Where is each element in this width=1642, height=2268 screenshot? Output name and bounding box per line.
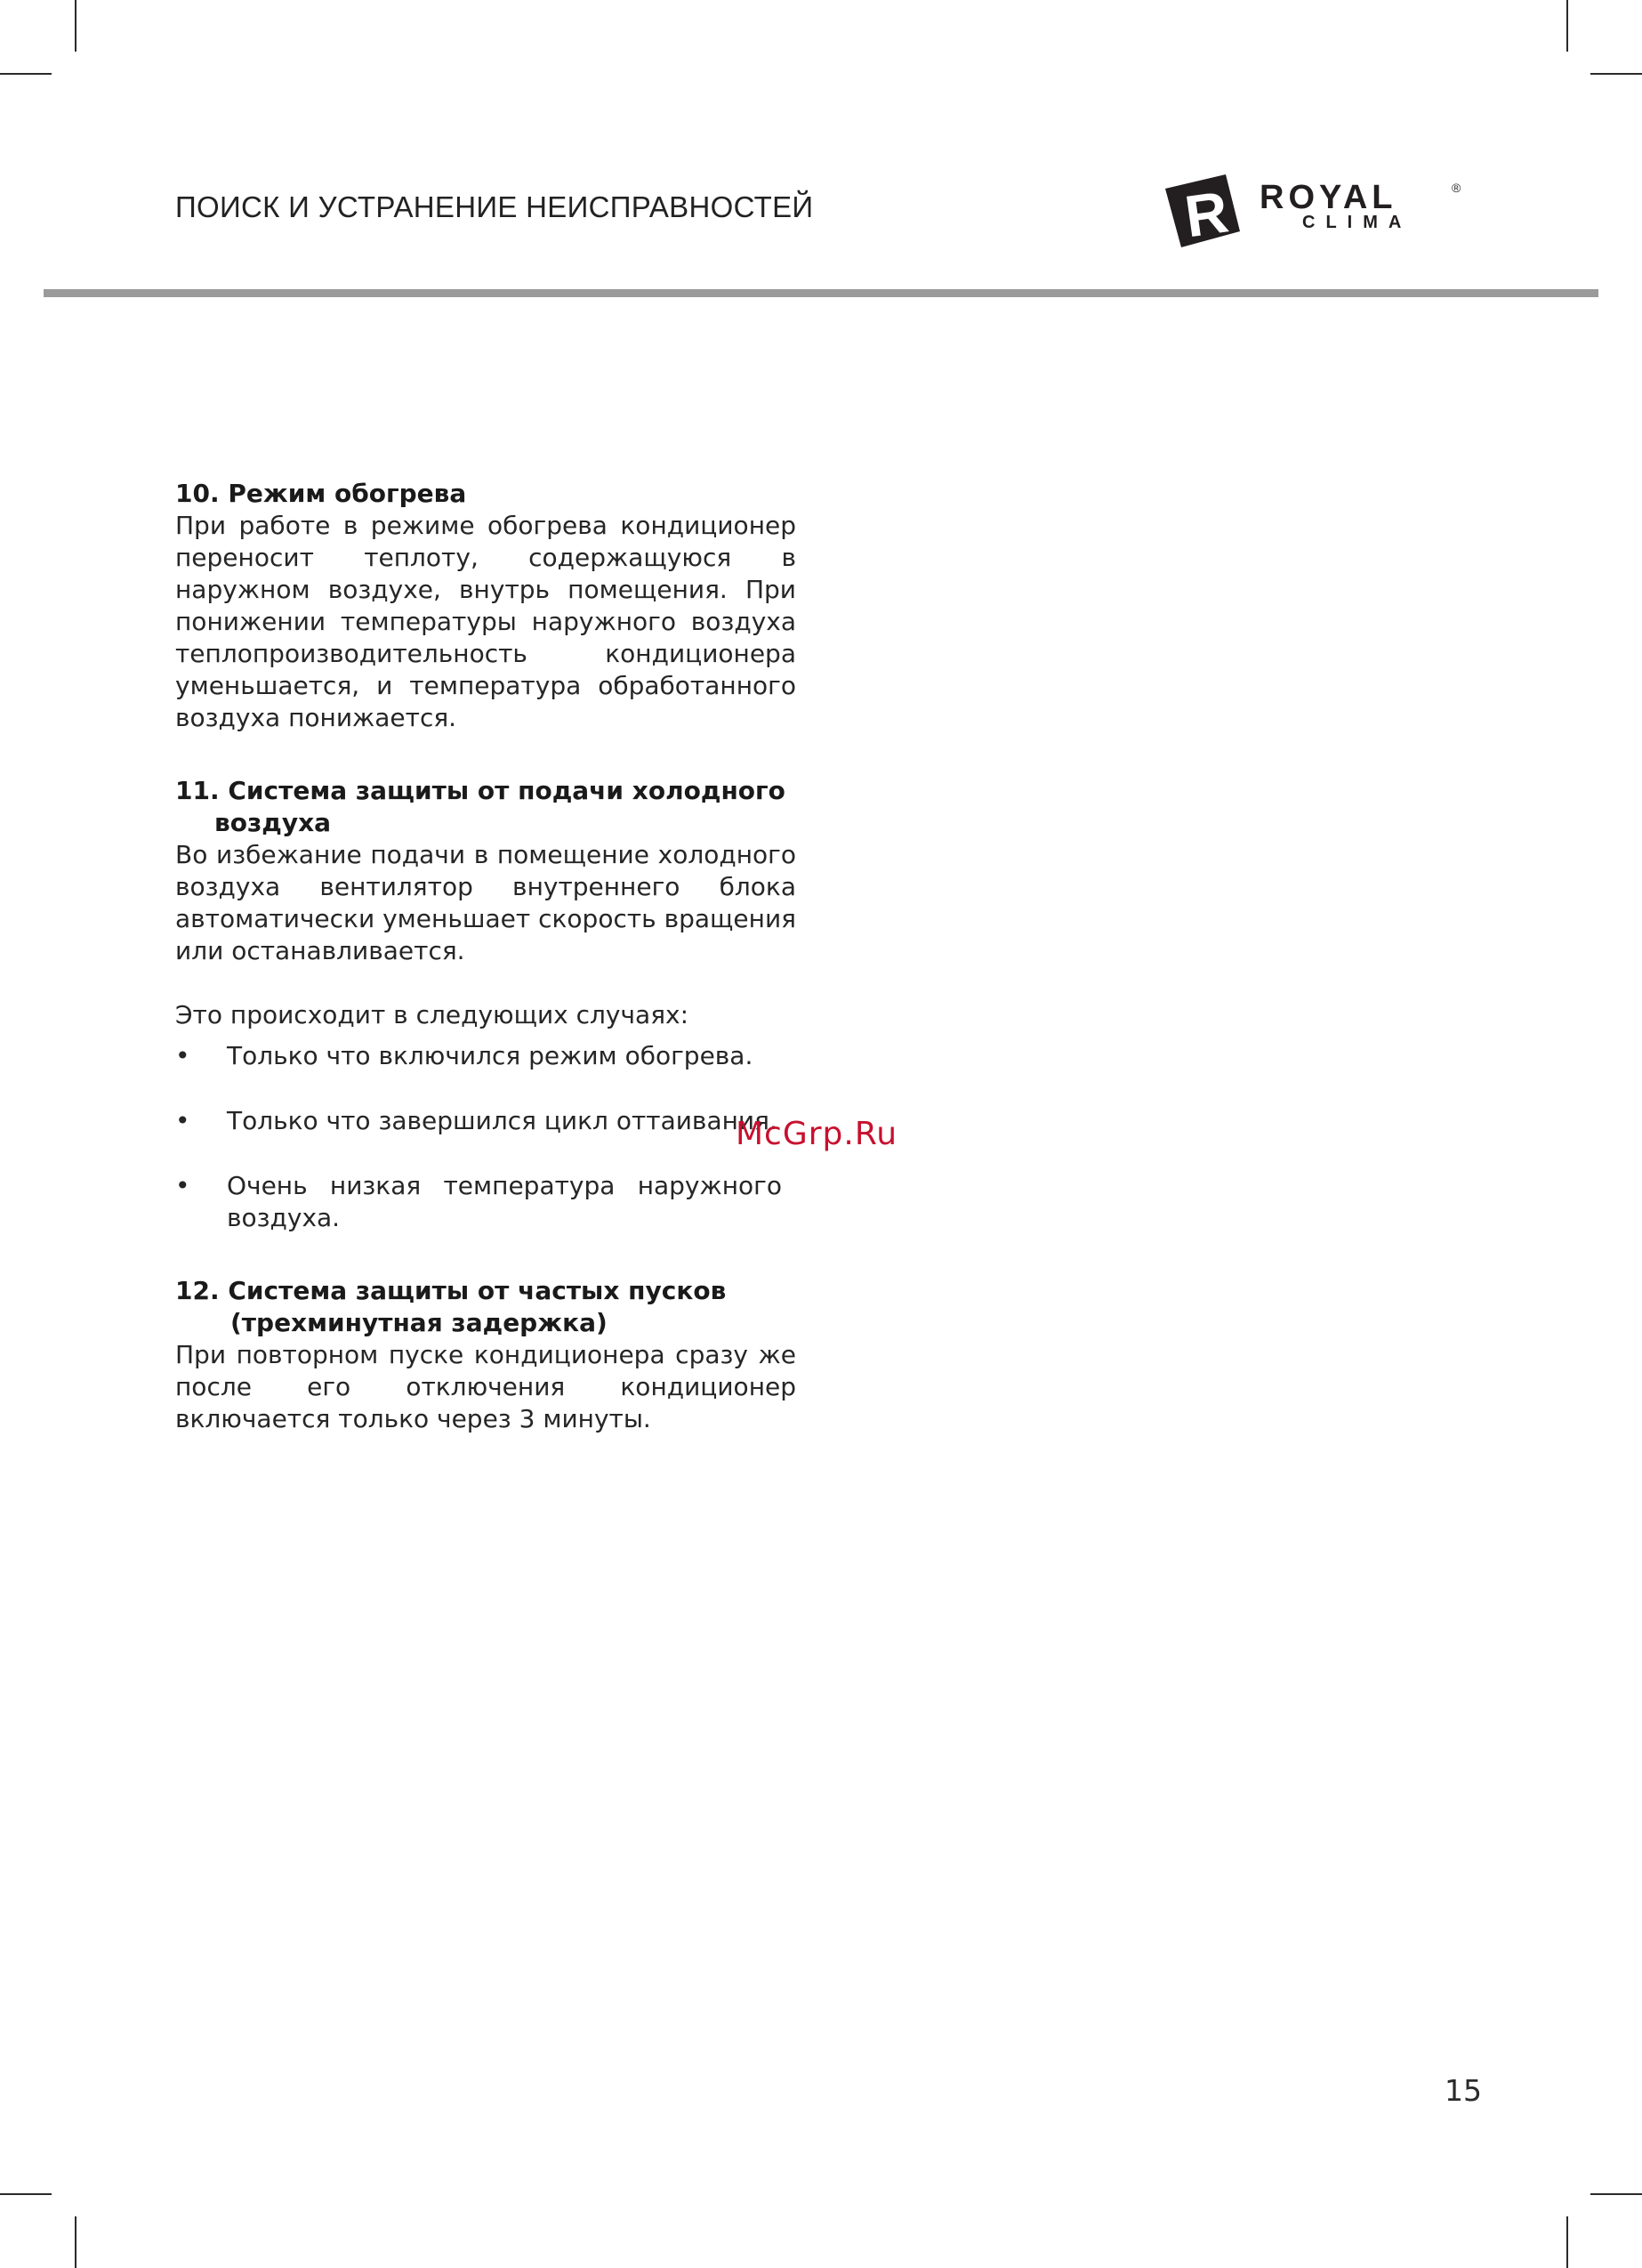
- cases-list: [175, 1040, 796, 1234]
- cases-intro: Это происходит в следующих случаях:: [175, 1000, 689, 1029]
- section-title-line: 11. Система защиты от подачи холодного: [175, 776, 785, 805]
- crop-mark: [1590, 2193, 1642, 2195]
- watermark: McGrp.Ru: [736, 1116, 898, 1152]
- section-body: Во избежание подачи в помещение холодного воздуха вентилятор внутреннего блока автоматически уменьшает скорость вращения или останавливается.: [175, 840, 796, 965]
- crop-mark: [75, 0, 76, 52]
- list-item: [175, 1105, 796, 1137]
- logo-brand-bottom: CLIMA: [1302, 213, 1413, 232]
- crop-mark: [1590, 73, 1642, 75]
- page-content: [175, 478, 796, 1435]
- list-item: [175, 1040, 796, 1072]
- section-cold-air-protection: [175, 775, 796, 1234]
- header-rule: [44, 289, 1598, 297]
- section-title-line: 12. Система защиты от частых пусков: [175, 1276, 727, 1305]
- section-title-line: (трехминутная задержка): [230, 1308, 608, 1337]
- section-title-line: 10. Режим обогрева: [175, 479, 467, 508]
- list-item: [175, 1170, 796, 1234]
- bullet-icon: •: [175, 1171, 190, 1200]
- crop-mark: [1566, 2216, 1568, 2268]
- section-body: При работе в режиме обогрева кондиционер переносит теплоту, содержащуюся в наружном воздухе, внутрь помещения. При понижении температуры наружного воздуха теплопроизводительность кондиционера уменьшается, и температура обработанного воздуха понижается.: [175, 511, 796, 732]
- section-heating-mode: [175, 478, 796, 734]
- section-body: При повторном пуске кондиционера сразу же после его отключения кондиционер включается только через 3 минуты.: [175, 1340, 796, 1433]
- bullet-icon: •: [175, 1041, 190, 1070]
- list-item-text: Только что завершился цикл оттаивания.: [227, 1106, 777, 1135]
- logo-brand-top: ROYAL: [1260, 179, 1397, 216]
- section-restart-protection: [175, 1275, 796, 1435]
- section-title-line: воздуха: [214, 808, 332, 837]
- crop-mark: [0, 2193, 52, 2195]
- bullet-icon: •: [175, 1106, 190, 1135]
- logo-mark-letter: R: [1180, 178, 1233, 250]
- royal-clima-logo: [1162, 169, 1469, 254]
- section-title: [175, 478, 796, 510]
- list-item-text: Очень низкая температура наружного воздуха.: [227, 1171, 782, 1232]
- crop-mark: [0, 73, 52, 75]
- page-header-title: ПОИСК И УСТРАНЕНИЕ НЕИСПРАВНОСТЕЙ: [175, 190, 814, 223]
- crop-mark: [1566, 0, 1568, 52]
- crop-mark: [75, 2216, 76, 2268]
- section-title: [175, 1275, 796, 1339]
- section-title: [175, 775, 796, 839]
- page-number: 15: [1445, 2073, 1482, 2108]
- list-item-text: Только что включился режим обогрева.: [227, 1041, 753, 1070]
- logo-registered: ®: [1452, 181, 1461, 195]
